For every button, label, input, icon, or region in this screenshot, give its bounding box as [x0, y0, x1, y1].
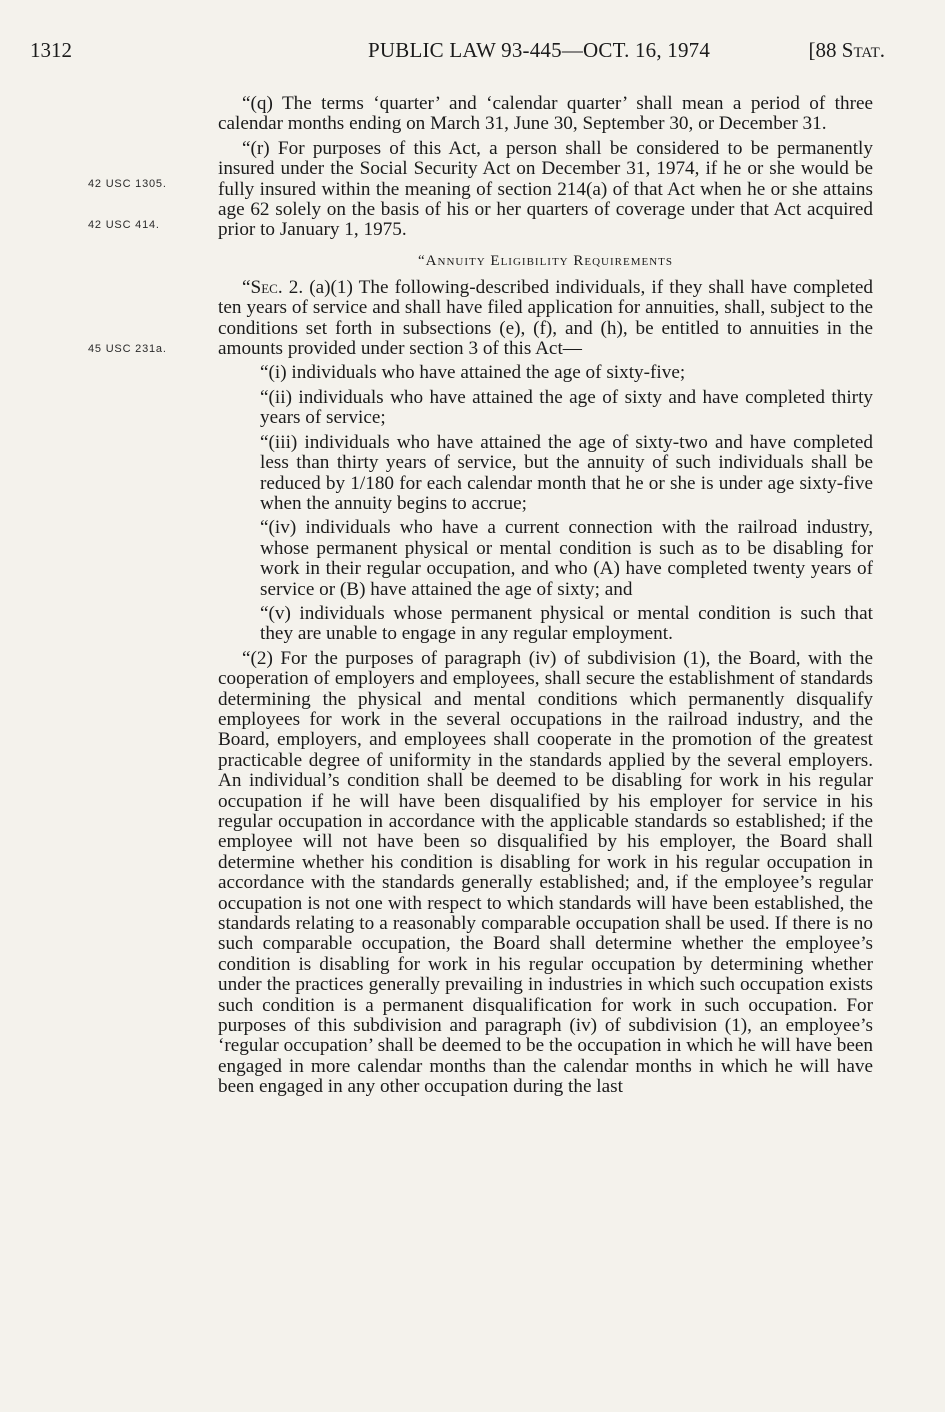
paragraph-2: “(2) For the purposes of paragraph (iv) of subdivision (1), the Board, with the cooperation of employers and employees, shall secure the establishment of standards determining the physical and mental conditions which permanently disqualify employees for work in the several occupations in the railroad industry, and the Board, employers, and employees shall cooperate in the promotion of the greatest practicable degree of uniformity in the standards applied by the several employers. An individual’s condition shall be deemed to be disabling for work in his regular occupation if he will have been disqualified by his employer for service in his regular occupation in accordance with the applicable standards so established; if the employee will not have been so disqualified by his employer, the Board shall determine whether his condition is disabling for work in his regular occupation in accordance with the standards generally established; and, if the employee’s regular occupation is not one with respect to which standards will have been established, the standards relating to a reasonably comparable occupation shall be used. If there is no such comparable occupation, the Board shall determine whether the employee’s condition is disabling for work in his regular occupation by determining whether under the practices generally prevailing in industries in which such occupation exists such condition is a permanent disqualification for work in such occupation. For purposes of this subdivision and paragraph (iv) of subdivision (1), an employee’s ‘regular occupation’ shall be deemed to be the occupation in which he will have been engaged in more calendar months than the calendar months in which he will have been engaged in any other occupation during the last [218, 647, 873, 1098]
statute-reference [809, 38, 885, 63]
subparagraph-ii: “(ii) individuals who have attained the age of sixty and have completed thirty years of service; [260, 386, 873, 429]
page-number: 1312 [30, 38, 72, 62]
section-label: Sec. [250, 276, 283, 298]
body-text [218, 94, 873, 1102]
section-heading: “Annuity Eligibility Requirements [418, 252, 673, 269]
statute-label: Stat. [841, 38, 885, 62]
paragraph-r: “(r) For purposes of this Act, a person shall be considered to be permanently insured under the Social Security Act on December 31, 1974, if he or she would be fully insured within the meaning of section 214(a) of that Act when he or she attains age 62 solely on the basis of his or her quarters of coverage under that Act acquired prior to January 1, 1975. [218, 137, 873, 241]
subparagraph-i: “(i) individuals who have attained the age of sixty-five; [260, 362, 686, 384]
subparagraph-iii: “(iii) individuals who have attained the age of sixty-two and have completed less than thirty years of service, but the annuity of such individuals shall be reduced by 1/180 for each calendar month that he or she is under age sixty-five when the annuity begins to accrue; [260, 431, 873, 514]
margin-note-42-usc-414: 42 USC 414. [88, 219, 160, 231]
section-2-open-quote: “ [242, 276, 251, 298]
margin-note-45-usc-231a: 45 USC 231a. [88, 343, 167, 355]
section-2-text: 2. (a)(1) The following-described individuals, if they shall have completed ten years of service and shall have filed application for annuities, shall, subject to the conditions set forth in subsections (e), (f), and (h), be entitled to annuities in the amounts provided under section 3 of this Act— [218, 276, 873, 360]
margin-note-42-usc-1305: 42 USC 1305. [88, 178, 167, 190]
section-2-paragraph [218, 278, 873, 360]
paragraph-q: “(q) The terms ‘quarter’ and ‘calendar quarter’ shall mean a period of three calendar months ending on March 31, June 30, September 30, or December 31. [218, 93, 873, 135]
page-header [30, 38, 885, 68]
subparagraph-iv: “(iv) individuals who have a current connection with the railroad industry, whose permanent physical or mental condition is such as to be disabling for work in their regular occupation, and who (A) have completed twenty years of service or (B) have attained the age of sixty; and [260, 517, 873, 600]
subparagraph-v: “(v) individuals whose permanent physical or mental condition is such that they are unable to engage in any regular employment. [260, 602, 873, 645]
subparagraph-list [260, 363, 873, 644]
page-title: PUBLIC LAW 93-445—OCT. 16, 1974 [368, 38, 711, 62]
statute-prefix: [88 [808, 38, 842, 62]
